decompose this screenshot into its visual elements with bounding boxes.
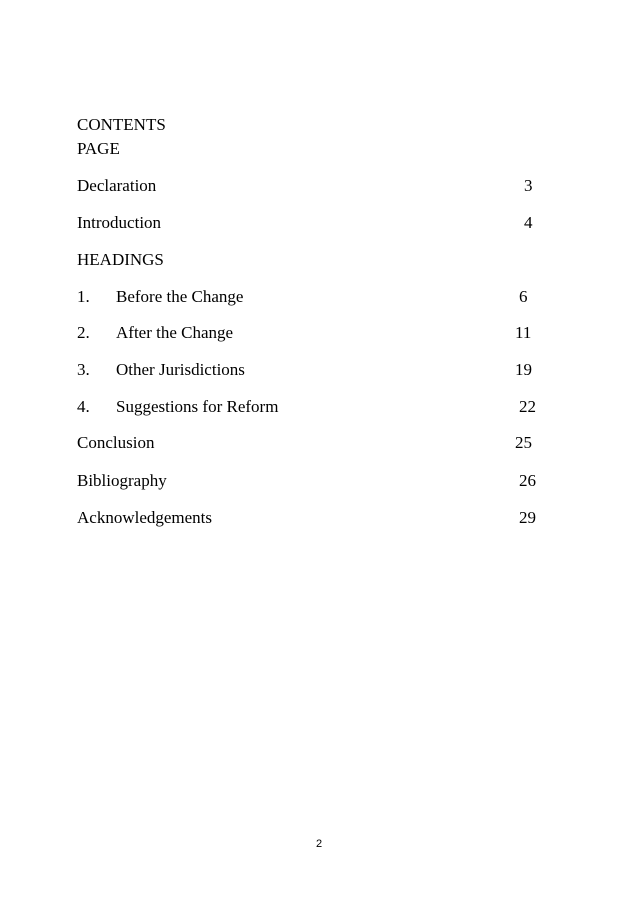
toc-entry-bibliography-page: 26 <box>519 471 536 490</box>
headings-title: HEADINGS <box>77 250 164 269</box>
toc-entry-declaration-label: Declaration <box>77 176 157 195</box>
toc-entry-acknowledgements-page: 29 <box>519 508 536 527</box>
toc-item-2-number: 2. <box>77 323 90 342</box>
page-number-footer: 2 <box>315 838 323 850</box>
toc-item-1-page: 6 <box>519 287 528 306</box>
page-column-title: PAGE <box>77 139 120 158</box>
toc-item-1-label: Before the Change <box>116 287 244 306</box>
toc-entry-introduction-page: 4 <box>524 213 533 232</box>
toc-item-3-number: 3. <box>77 360 90 379</box>
toc-item-2-page: 11 <box>515 323 532 342</box>
toc-item-4-number: 4. <box>77 397 90 416</box>
toc-item-3-page: 19 <box>515 360 532 379</box>
contents-title: CONTENTS <box>77 115 166 134</box>
toc-item-2-label: After the Change <box>116 323 234 342</box>
toc-entry-introduction-label: Introduction <box>77 213 162 232</box>
toc-entry-declaration-page: 3 <box>524 176 533 195</box>
toc-item-1-number: 1. <box>77 287 90 306</box>
toc-entry-conclusion-label: Conclusion <box>77 433 155 452</box>
toc-entry-conclusion-page: 25 <box>515 433 532 452</box>
toc-entry-acknowledgements-label: Acknowledgements <box>77 508 213 527</box>
toc-entry-bibliography-label: Bibliography <box>77 471 167 490</box>
toc-item-3-label: Other Jurisdictions <box>116 360 245 379</box>
toc-item-4-page: 22 <box>519 397 536 416</box>
toc-item-4-label: Suggestions for Reform <box>116 397 279 416</box>
